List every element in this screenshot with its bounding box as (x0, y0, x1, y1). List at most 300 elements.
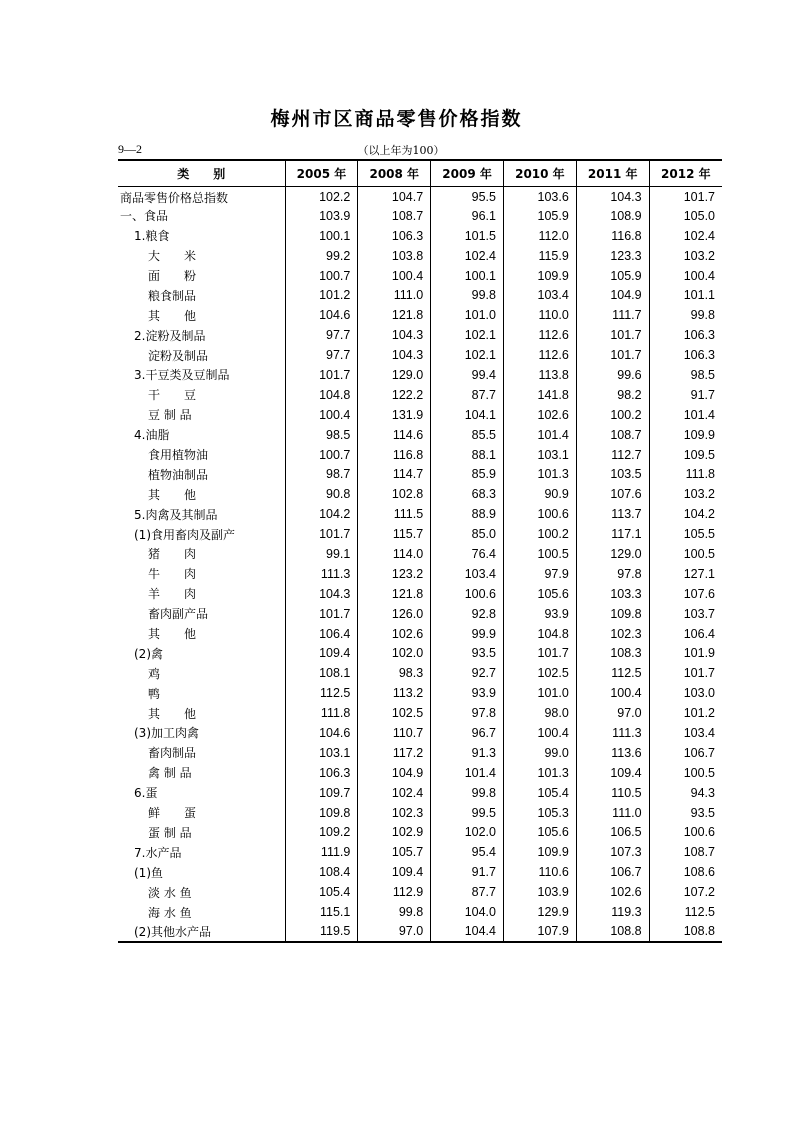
index-value-cell: 106.5 (576, 823, 649, 843)
index-value-cell: 110.6 (503, 862, 576, 882)
row-category-label: 7.水产品 (134, 845, 182, 860)
table-row (118, 504, 722, 524)
index-value-cell: 100.2 (503, 524, 576, 544)
index-value-cell: 108.7 (576, 425, 649, 445)
index-value-cell: 103.5 (576, 464, 649, 484)
index-value-cell: 105.3 (503, 803, 576, 823)
column-header-2010: 2010 年 (503, 160, 576, 186)
index-value-cell: 104.2 (285, 504, 358, 524)
index-value-cell: 100.5 (649, 544, 722, 564)
index-value-cell: 113.2 (358, 683, 431, 703)
index-value-cell: 116.8 (576, 226, 649, 246)
index-value-cell: 105.7 (358, 842, 431, 862)
row-category-label: 禽 制 品 (148, 766, 192, 781)
index-value-cell: 87.7 (431, 882, 504, 902)
index-value-cell: 104.3 (358, 345, 431, 365)
table-row (118, 624, 722, 644)
index-value-cell: 101.7 (503, 643, 576, 663)
index-value-cell: 99.4 (431, 365, 504, 385)
index-value-cell: 95.5 (431, 186, 504, 206)
row-category-label: 猪 肉 (148, 547, 197, 562)
row-category-label: 1.粮食 (134, 229, 170, 244)
index-value-cell: 103.3 (576, 584, 649, 604)
index-value-cell: 104.2 (649, 504, 722, 524)
index-value-cell: 131.9 (358, 405, 431, 425)
index-value-cell: 104.3 (285, 584, 358, 604)
index-value-cell: 119.5 (285, 922, 358, 942)
index-value-cell: 101.7 (649, 186, 722, 206)
row-category-label: 4.油脂 (134, 428, 170, 443)
index-value-cell: 106.3 (285, 763, 358, 783)
table-row (118, 425, 722, 445)
index-value-cell: 102.5 (358, 703, 431, 723)
index-value-cell: 103.1 (285, 743, 358, 763)
table-row (118, 325, 722, 345)
index-value-cell: 95.4 (431, 842, 504, 862)
index-value-cell: 111.8 (285, 703, 358, 723)
index-value-cell: 101.7 (285, 365, 358, 385)
row-category-label: 鲜 蛋 (148, 806, 197, 821)
table-row (118, 723, 722, 743)
index-value-cell: 112.5 (285, 683, 358, 703)
column-header-2009: 2009 年 (431, 160, 504, 186)
row-category-label: 粮食制品 (148, 288, 197, 303)
index-value-cell: 100.1 (285, 226, 358, 246)
index-value-cell: 101.4 (649, 405, 722, 425)
row-category-label: 6.蛋 (134, 786, 158, 801)
index-value-cell: 108.9 (576, 206, 649, 226)
index-value-cell: 102.4 (431, 246, 504, 266)
index-value-cell: 102.2 (285, 186, 358, 206)
table-row (118, 544, 722, 564)
row-category-label: (3)加工肉禽 (134, 726, 199, 741)
table-row (118, 206, 722, 226)
index-value-cell: 109.8 (576, 604, 649, 624)
index-value-cell: 98.3 (358, 663, 431, 683)
index-value-cell: 111.7 (576, 305, 649, 325)
index-value-cell: 117.2 (358, 743, 431, 763)
table-row (118, 524, 722, 544)
row-category-label: 蛋 制 品 (148, 825, 192, 840)
index-value-cell: 119.3 (576, 902, 649, 922)
table-row (118, 266, 722, 286)
index-value-cell: 108.6 (649, 862, 722, 882)
index-value-cell: 87.7 (431, 385, 504, 405)
index-value-cell: 90.8 (285, 484, 358, 504)
index-value-cell: 115.7 (358, 524, 431, 544)
index-value-cell: 100.2 (576, 405, 649, 425)
index-value-cell: 103.8 (358, 246, 431, 266)
index-value-cell: 111.8 (649, 464, 722, 484)
index-value-cell: 107.9 (503, 922, 576, 942)
index-value-cell: 109.9 (649, 425, 722, 445)
index-value-cell: 108.1 (285, 663, 358, 683)
index-value-cell: 92.7 (431, 663, 504, 683)
row-category-label: 干 豆 (148, 388, 197, 403)
table-row (118, 226, 722, 246)
index-value-cell: 102.1 (431, 345, 504, 365)
index-value-cell: 105.6 (503, 823, 576, 843)
index-value-cell: 104.6 (285, 305, 358, 325)
table-row (118, 703, 722, 723)
index-value-cell: 109.4 (358, 862, 431, 882)
index-value-cell: 102.0 (431, 823, 504, 843)
index-value-cell: 99.1 (285, 544, 358, 564)
row-category-label: 豆 制 品 (148, 408, 192, 423)
index-value-cell: 115.1 (285, 902, 358, 922)
table-body (118, 186, 722, 942)
index-value-cell: 101.9 (649, 643, 722, 663)
table-row (118, 803, 722, 823)
row-category-label: 羊 肉 (148, 587, 197, 602)
index-value-cell: 106.7 (576, 862, 649, 882)
index-value-cell: 102.9 (358, 823, 431, 843)
index-value-cell: 106.4 (649, 624, 722, 644)
index-value-cell: 101.0 (503, 683, 576, 703)
table-row (118, 683, 722, 703)
index-value-cell: 99.2 (285, 246, 358, 266)
index-value-cell: 101.7 (285, 524, 358, 544)
index-value-cell: 106.3 (649, 345, 722, 365)
index-value-cell: 129.9 (503, 902, 576, 922)
index-value-cell: 104.6 (285, 723, 358, 743)
row-category-label: 植物油制品 (148, 467, 209, 482)
index-value-cell: 76.4 (431, 544, 504, 564)
index-value-cell: 99.8 (649, 305, 722, 325)
index-value-cell: 100.6 (431, 584, 504, 604)
index-value-cell: 117.1 (576, 524, 649, 544)
index-value-cell: 103.0 (649, 683, 722, 703)
index-value-cell: 101.7 (576, 345, 649, 365)
index-value-cell: 109.4 (285, 643, 358, 663)
column-header-2008: 2008 年 (358, 160, 431, 186)
index-value-cell: 91.7 (649, 385, 722, 405)
table-row (118, 246, 722, 266)
index-value-cell: 104.3 (576, 186, 649, 206)
index-value-cell: 106.7 (649, 743, 722, 763)
table-row (118, 643, 722, 663)
row-category-label: 其 他 (148, 706, 197, 721)
index-value-cell: 94.3 (649, 783, 722, 803)
index-value-cell: 107.6 (649, 584, 722, 604)
index-value-cell: 101.7 (649, 663, 722, 683)
index-value-cell: 109.5 (649, 445, 722, 465)
row-category-label: 5.肉禽及其制品 (134, 507, 218, 522)
index-value-cell: 90.9 (503, 484, 576, 504)
index-value-cell: 108.8 (576, 922, 649, 942)
index-value-cell: 121.8 (358, 584, 431, 604)
table-row (118, 484, 722, 504)
index-value-cell: 100.7 (285, 445, 358, 465)
index-value-cell: 97.7 (285, 345, 358, 365)
index-value-cell: 97.0 (576, 703, 649, 723)
index-value-cell: 105.9 (503, 206, 576, 226)
index-value-cell: 104.4 (431, 922, 504, 942)
index-value-cell: 112.7 (576, 445, 649, 465)
table-row (118, 902, 722, 922)
index-value-cell: 101.2 (285, 285, 358, 305)
index-value-cell: 97.7 (285, 325, 358, 345)
index-value-cell: 110.7 (358, 723, 431, 743)
index-value-cell: 108.7 (649, 842, 722, 862)
row-category-label: (2)其他水产品 (118, 922, 285, 942)
index-value-cell: 113.6 (576, 743, 649, 763)
table-row (118, 285, 722, 305)
index-value-cell: 97.0 (358, 922, 431, 942)
index-value-cell: 126.0 (358, 604, 431, 624)
row-category-label: 一、食品 (120, 209, 169, 224)
index-value-cell: 101.2 (649, 703, 722, 723)
index-value-cell: 104.3 (358, 325, 431, 345)
index-value-cell: 104.1 (431, 405, 504, 425)
table-row (118, 584, 722, 604)
index-value-cell: 112.6 (503, 345, 576, 365)
index-value-cell: 103.4 (431, 564, 504, 584)
index-value-cell: 85.5 (431, 425, 504, 445)
index-value-cell: 98.5 (649, 365, 722, 385)
index-value-cell: 99.8 (431, 783, 504, 803)
index-value-cell: 99.5 (431, 803, 504, 823)
index-value-cell: 109.9 (503, 842, 576, 862)
index-value-cell: 101.5 (431, 226, 504, 246)
index-value-cell: 101.4 (431, 763, 504, 783)
index-value-cell: 101.0 (431, 305, 504, 325)
index-value-cell: 104.9 (358, 763, 431, 783)
index-value-cell: 107.6 (576, 484, 649, 504)
table-row (118, 464, 722, 484)
index-value-cell: 91.7 (431, 862, 504, 882)
table-row (118, 763, 722, 783)
index-value-cell: 102.1 (431, 325, 504, 345)
index-value-cell: 105.5 (649, 524, 722, 544)
index-value-cell: 110.0 (503, 305, 576, 325)
index-value-cell: 111.3 (576, 723, 649, 743)
index-value-cell: 111.5 (358, 504, 431, 524)
index-value-cell: 100.5 (649, 763, 722, 783)
table-row (118, 445, 722, 465)
index-value-cell: 100.1 (431, 266, 504, 286)
index-value-cell: 111.0 (576, 803, 649, 823)
index-value-cell: 127.1 (649, 564, 722, 584)
index-value-cell: 109.8 (285, 803, 358, 823)
index-value-cell: 85.0 (431, 524, 504, 544)
index-value-cell: 107.2 (649, 882, 722, 902)
index-value-cell: 104.0 (431, 902, 504, 922)
index-value-cell: 98.7 (285, 464, 358, 484)
index-value-cell: 99.0 (503, 743, 576, 763)
table-row (118, 405, 722, 425)
index-value-cell: 114.7 (358, 464, 431, 484)
row-category-label: 鸡 (148, 666, 161, 681)
table-row (118, 604, 722, 624)
index-value-cell: 111.3 (285, 564, 358, 584)
row-category-label: 淀粉及制品 (148, 348, 209, 363)
index-value-cell: 100.6 (503, 504, 576, 524)
index-value-cell: 98.0 (503, 703, 576, 723)
index-value-cell: 108.3 (576, 643, 649, 663)
index-value-cell: 115.9 (503, 246, 576, 266)
row-category-label: 其 他 (148, 487, 197, 502)
index-value-cell: 103.7 (649, 604, 722, 624)
table-row (118, 783, 722, 803)
index-value-cell: 108.7 (358, 206, 431, 226)
index-value-cell: 109.9 (503, 266, 576, 286)
index-value-cell: 103.2 (649, 484, 722, 504)
row-category-label: 畜肉副产品 (148, 607, 209, 622)
index-value-cell: 110.5 (576, 783, 649, 803)
row-category-label: 鸭 (148, 686, 161, 701)
index-value-cell: 101.7 (285, 604, 358, 624)
index-value-cell: 122.2 (358, 385, 431, 405)
index-value-cell: 112.6 (503, 325, 576, 345)
index-value-cell: 100.4 (649, 266, 722, 286)
base-year-note: （以上年为100） (357, 144, 445, 157)
index-value-cell: 93.5 (431, 643, 504, 663)
index-value-cell: 93.5 (649, 803, 722, 823)
index-value-cell: 104.9 (576, 285, 649, 305)
table-row (118, 862, 722, 882)
index-value-cell: 88.9 (431, 504, 504, 524)
index-value-cell: 102.6 (503, 405, 576, 425)
table-number: 9—2 (118, 142, 142, 156)
index-value-cell: 109.7 (285, 783, 358, 803)
row-category-label: 其 他 (148, 308, 197, 323)
row-category-label: 3.干豆类及豆制品 (134, 368, 230, 383)
row-category-label: 2.淀粉及制品 (134, 328, 206, 343)
index-value-cell: 141.8 (503, 385, 576, 405)
index-value-cell: 104.8 (503, 624, 576, 644)
table-row (118, 743, 722, 763)
index-value-cell: 109.4 (576, 763, 649, 783)
index-value-cell: 102.6 (358, 624, 431, 644)
index-value-cell: 105.0 (649, 206, 722, 226)
index-value-cell: 114.0 (358, 544, 431, 564)
index-value-cell: 123.2 (358, 564, 431, 584)
index-value-cell: 103.1 (503, 445, 576, 465)
index-value-cell: 101.3 (503, 763, 576, 783)
index-value-cell: 103.2 (649, 246, 722, 266)
index-value-cell: 129.0 (576, 544, 649, 564)
index-value-cell: 101.1 (649, 285, 722, 305)
index-value-cell: 121.8 (358, 305, 431, 325)
table-row (118, 922, 722, 942)
index-value-cell: 88.1 (431, 445, 504, 465)
table-row (118, 365, 722, 385)
index-value-cell: 93.9 (503, 604, 576, 624)
index-value-cell: 105.4 (285, 882, 358, 902)
index-value-cell: 102.3 (358, 803, 431, 823)
index-value-cell: 112.5 (576, 663, 649, 683)
index-value-cell: 112.5 (649, 902, 722, 922)
index-value-cell: 92.8 (431, 604, 504, 624)
row-category-label: 大 米 (148, 249, 197, 264)
index-value-cell: 102.4 (358, 783, 431, 803)
index-value-cell: 102.8 (358, 484, 431, 504)
index-value-cell: 102.0 (358, 643, 431, 663)
index-value-cell: 105.9 (576, 266, 649, 286)
index-value-cell: 97.8 (576, 564, 649, 584)
index-value-cell: 104.8 (285, 385, 358, 405)
index-value-cell: 100.6 (649, 823, 722, 843)
index-value-cell: 108.4 (285, 862, 358, 882)
index-value-cell: 101.3 (503, 464, 576, 484)
index-value-cell: 105.6 (503, 584, 576, 604)
index-value-cell: 102.4 (649, 226, 722, 246)
index-value-cell: 109.2 (285, 823, 358, 843)
index-value-cell: 114.6 (358, 425, 431, 445)
index-value-cell: 111.9 (285, 842, 358, 862)
row-category-label: 畜肉制品 (148, 746, 197, 761)
row-category-label: 面 粉 (148, 269, 197, 283)
index-value-cell: 96.1 (431, 206, 504, 226)
index-value-cell: 106.3 (649, 325, 722, 345)
index-value-cell: 98.2 (576, 385, 649, 405)
index-value-cell: 113.8 (503, 365, 576, 385)
index-value-cell: 85.9 (431, 464, 504, 484)
column-header-2012: 2012 年 (649, 160, 722, 186)
row-category-label: (2)禽 (134, 646, 163, 661)
index-value-cell: 103.6 (503, 186, 576, 206)
index-value-cell: 103.4 (649, 723, 722, 743)
index-value-cell: 112.9 (358, 882, 431, 902)
row-category-label: 商品零售价格总指数 (120, 190, 229, 205)
index-value-cell: 99.8 (358, 902, 431, 922)
column-header-2005: 2005 年 (285, 160, 358, 186)
index-value-cell: 98.5 (285, 425, 358, 445)
row-category-label: (1)鱼 (134, 865, 163, 880)
index-value-cell: 99.9 (431, 624, 504, 644)
index-value-cell: 100.4 (576, 683, 649, 703)
table-row (118, 663, 722, 683)
column-header-category: 类 别 (118, 160, 285, 186)
row-category-label: (1)食用畜肉及副产 (134, 527, 235, 542)
index-value-cell: 101.4 (503, 425, 576, 445)
table-row (118, 305, 722, 325)
index-value-cell: 102.3 (576, 624, 649, 644)
column-header-2011: 2011 年 (576, 160, 649, 186)
index-value-cell: 100.4 (503, 723, 576, 743)
index-value-cell: 102.6 (576, 882, 649, 902)
table-row (118, 345, 722, 365)
index-value-cell: 96.7 (431, 723, 504, 743)
index-value-cell: 107.3 (576, 842, 649, 862)
index-value-cell: 93.9 (431, 683, 504, 703)
row-category-label: 淡 水 鱼 (148, 885, 192, 900)
table-row (118, 882, 722, 902)
page-title: 梅州市区商品零售价格指数 (270, 108, 523, 130)
index-value-cell: 100.4 (358, 266, 431, 286)
row-category-label: 食用植物油 (148, 448, 209, 463)
index-value-cell: 91.3 (431, 743, 504, 763)
index-value-cell: 100.5 (503, 544, 576, 564)
index-value-cell: 68.3 (431, 484, 504, 504)
row-category-label: 牛 肉 (148, 567, 197, 582)
row-category-label: 其 他 (148, 627, 197, 642)
index-value-cell: 105.4 (503, 783, 576, 803)
index-value-cell: 106.3 (358, 226, 431, 246)
table-row (118, 823, 722, 843)
index-value-cell: 111.0 (358, 285, 431, 305)
index-value-cell: 112.0 (503, 226, 576, 246)
index-value-cell: 106.4 (285, 624, 358, 644)
index-value-cell: 99.8 (431, 285, 504, 305)
index-value-cell: 99.6 (576, 365, 649, 385)
row-category-label: 海 水 鱼 (148, 905, 192, 920)
index-value-cell: 100.4 (285, 405, 358, 425)
index-value-cell: 103.9 (503, 882, 576, 902)
price-index-table (118, 159, 722, 943)
table-row (118, 385, 722, 405)
